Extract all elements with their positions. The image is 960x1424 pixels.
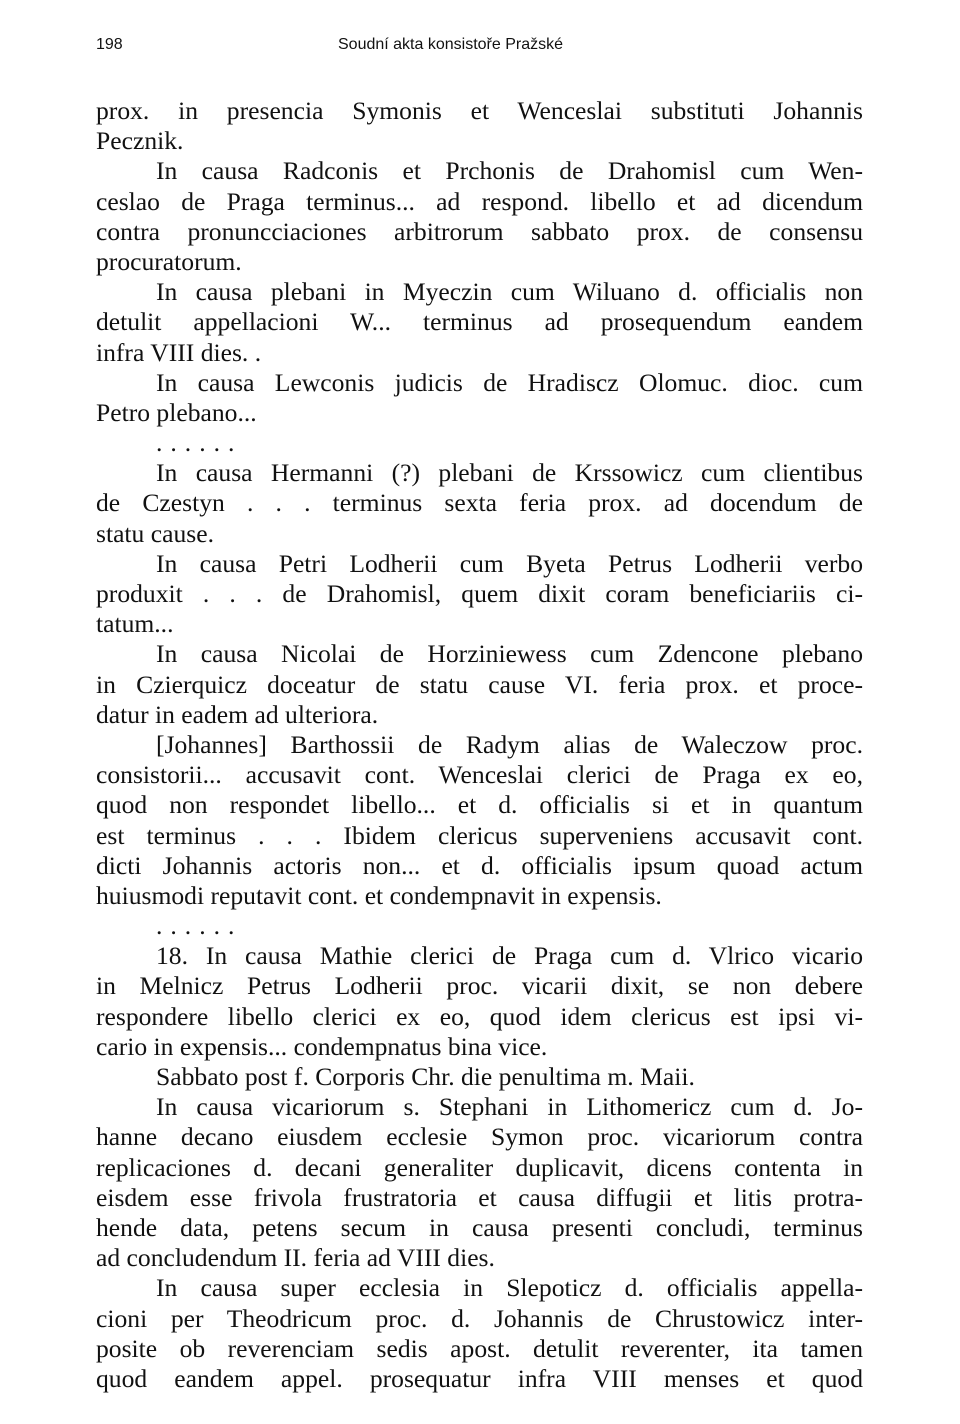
text-line: infra VIII dies. . [96,337,262,367]
text-line: ad concludendum II. feria ad VIII dies. [96,1243,495,1273]
text-line: In causa vicariorum s. Stephani in Lithomericz cum d. Jo- [156,1092,863,1122]
text-line: huiusmodi reputavit cont. et condempnavit in expensis. [96,880,662,910]
text-line: respondere libello clerici ex eo, quod idem clericus est ipsi vi- [96,1001,863,1031]
text-line: eisdem esse frivola frustratoria et causa diffugii et litis protra- [96,1182,863,1212]
text-line: In causa Petri Lodherii cum Byeta Petrus Lodherii verbo [156,548,863,578]
text-line: In causa Radconis et Prchonis de Drahomisl cum Wen- [156,156,863,186]
text-line: cioni per Theodricum proc. d. Johannis de Chrustowicz inter- [96,1303,863,1333]
text-line: tatum... [96,609,174,639]
document-page [96,36,863,1394]
text-line: quod eandem appel. prosequatur infra VIII menses et quod [96,1363,863,1393]
text-line: hanne decano eiusdem ecclesie Symon proc. vicariorum contra [96,1122,863,1152]
text-line: ceslao de Praga terminus... ad respond. libello et ad dicendum [96,186,863,216]
body-text [96,96,863,1394]
text-line: Pecznik. [96,126,184,156]
text-line: in Melnicz Petrus Lodherii proc. vicarii dixit, se non debere [96,971,863,1001]
text-line: posite ob reverenciam sedis apost. detulit reverenter, ita tamen [96,1333,863,1363]
running-head [96,36,863,62]
text-line: dicti Johannis actoris non... et d. officialis ipsum quoad actum [96,850,863,880]
text-line: quod non respondet libello... et d. officialis si et in quantum [96,790,863,820]
text-line: [Johannes] Barthossii de Radym alias de Waleczow proc. [156,729,863,759]
text-line: Petro plebano... [96,397,257,427]
text-line: est terminus . . . Ibidem clericus superveniens accusavit cont. [96,820,863,850]
text-line: In causa plebani in Myeczin cum Wiluano d. officialis non [156,277,863,307]
text-line: detulit appellacioni W... terminus ad prosequendum eandem [96,307,863,337]
page-number: 198 [96,36,123,53]
text-line: statu cause. [96,518,214,548]
text-line: replicaciones d. decani generaliter duplicavit, dicens contenta in [96,1152,863,1182]
text-line: hende data, petens secum in causa presenti concludi, terminus [96,1212,863,1242]
text-line: cario in expensis... condempnatus bina vice. [96,1031,548,1061]
text-line: 18. In causa Mathie clerici de Praga cum d. Vlrico vicario [156,941,863,971]
text-line: In causa Nicolai de Horziniewess cum Zdencone plebano [156,639,863,669]
text-line: procuratorum. [96,246,242,276]
text-line: In causa Lewconis judicis de Hradiscz Olomuc. dioc. cum [156,367,863,397]
text-line: consistorii... accusavit cont. Wenceslai clerici de Praga ex eo, [96,760,863,790]
text-line: prox. in presencia Symonis et Wenceslai substituti Johannis [96,96,863,125]
text-line: produxit . . . de Drahomisl, quem dixit coram beneficiariis ci- [96,579,863,608]
text-line: datur in eadem ad ulteriora. [96,699,379,729]
text-line: In causa Hermanni (?) plebani de Krssowicz cum clientibus [156,458,863,488]
text-line: contra pronuncciaciones arbitrorum sabbato prox. de consensu [96,216,863,246]
text-line: In causa super ecclesia in Slepoticz d. officialis appella- [156,1273,863,1303]
text-line: de Czestyn . . . terminus sexta feria prox. ad docendum de [96,488,863,518]
ellipsis-separator: ...... [156,911,243,941]
running-title: Soudní akta konsistoře Pražské [338,36,564,53]
ellipsis-separator: ...... [156,428,243,458]
text-line: Sabbato post f. Corporis Chr. die penultima m. Maii. [156,1062,695,1091]
text-line: in Czierquicz doceatur de statu cause VI. feria prox. et proce- [96,669,863,699]
